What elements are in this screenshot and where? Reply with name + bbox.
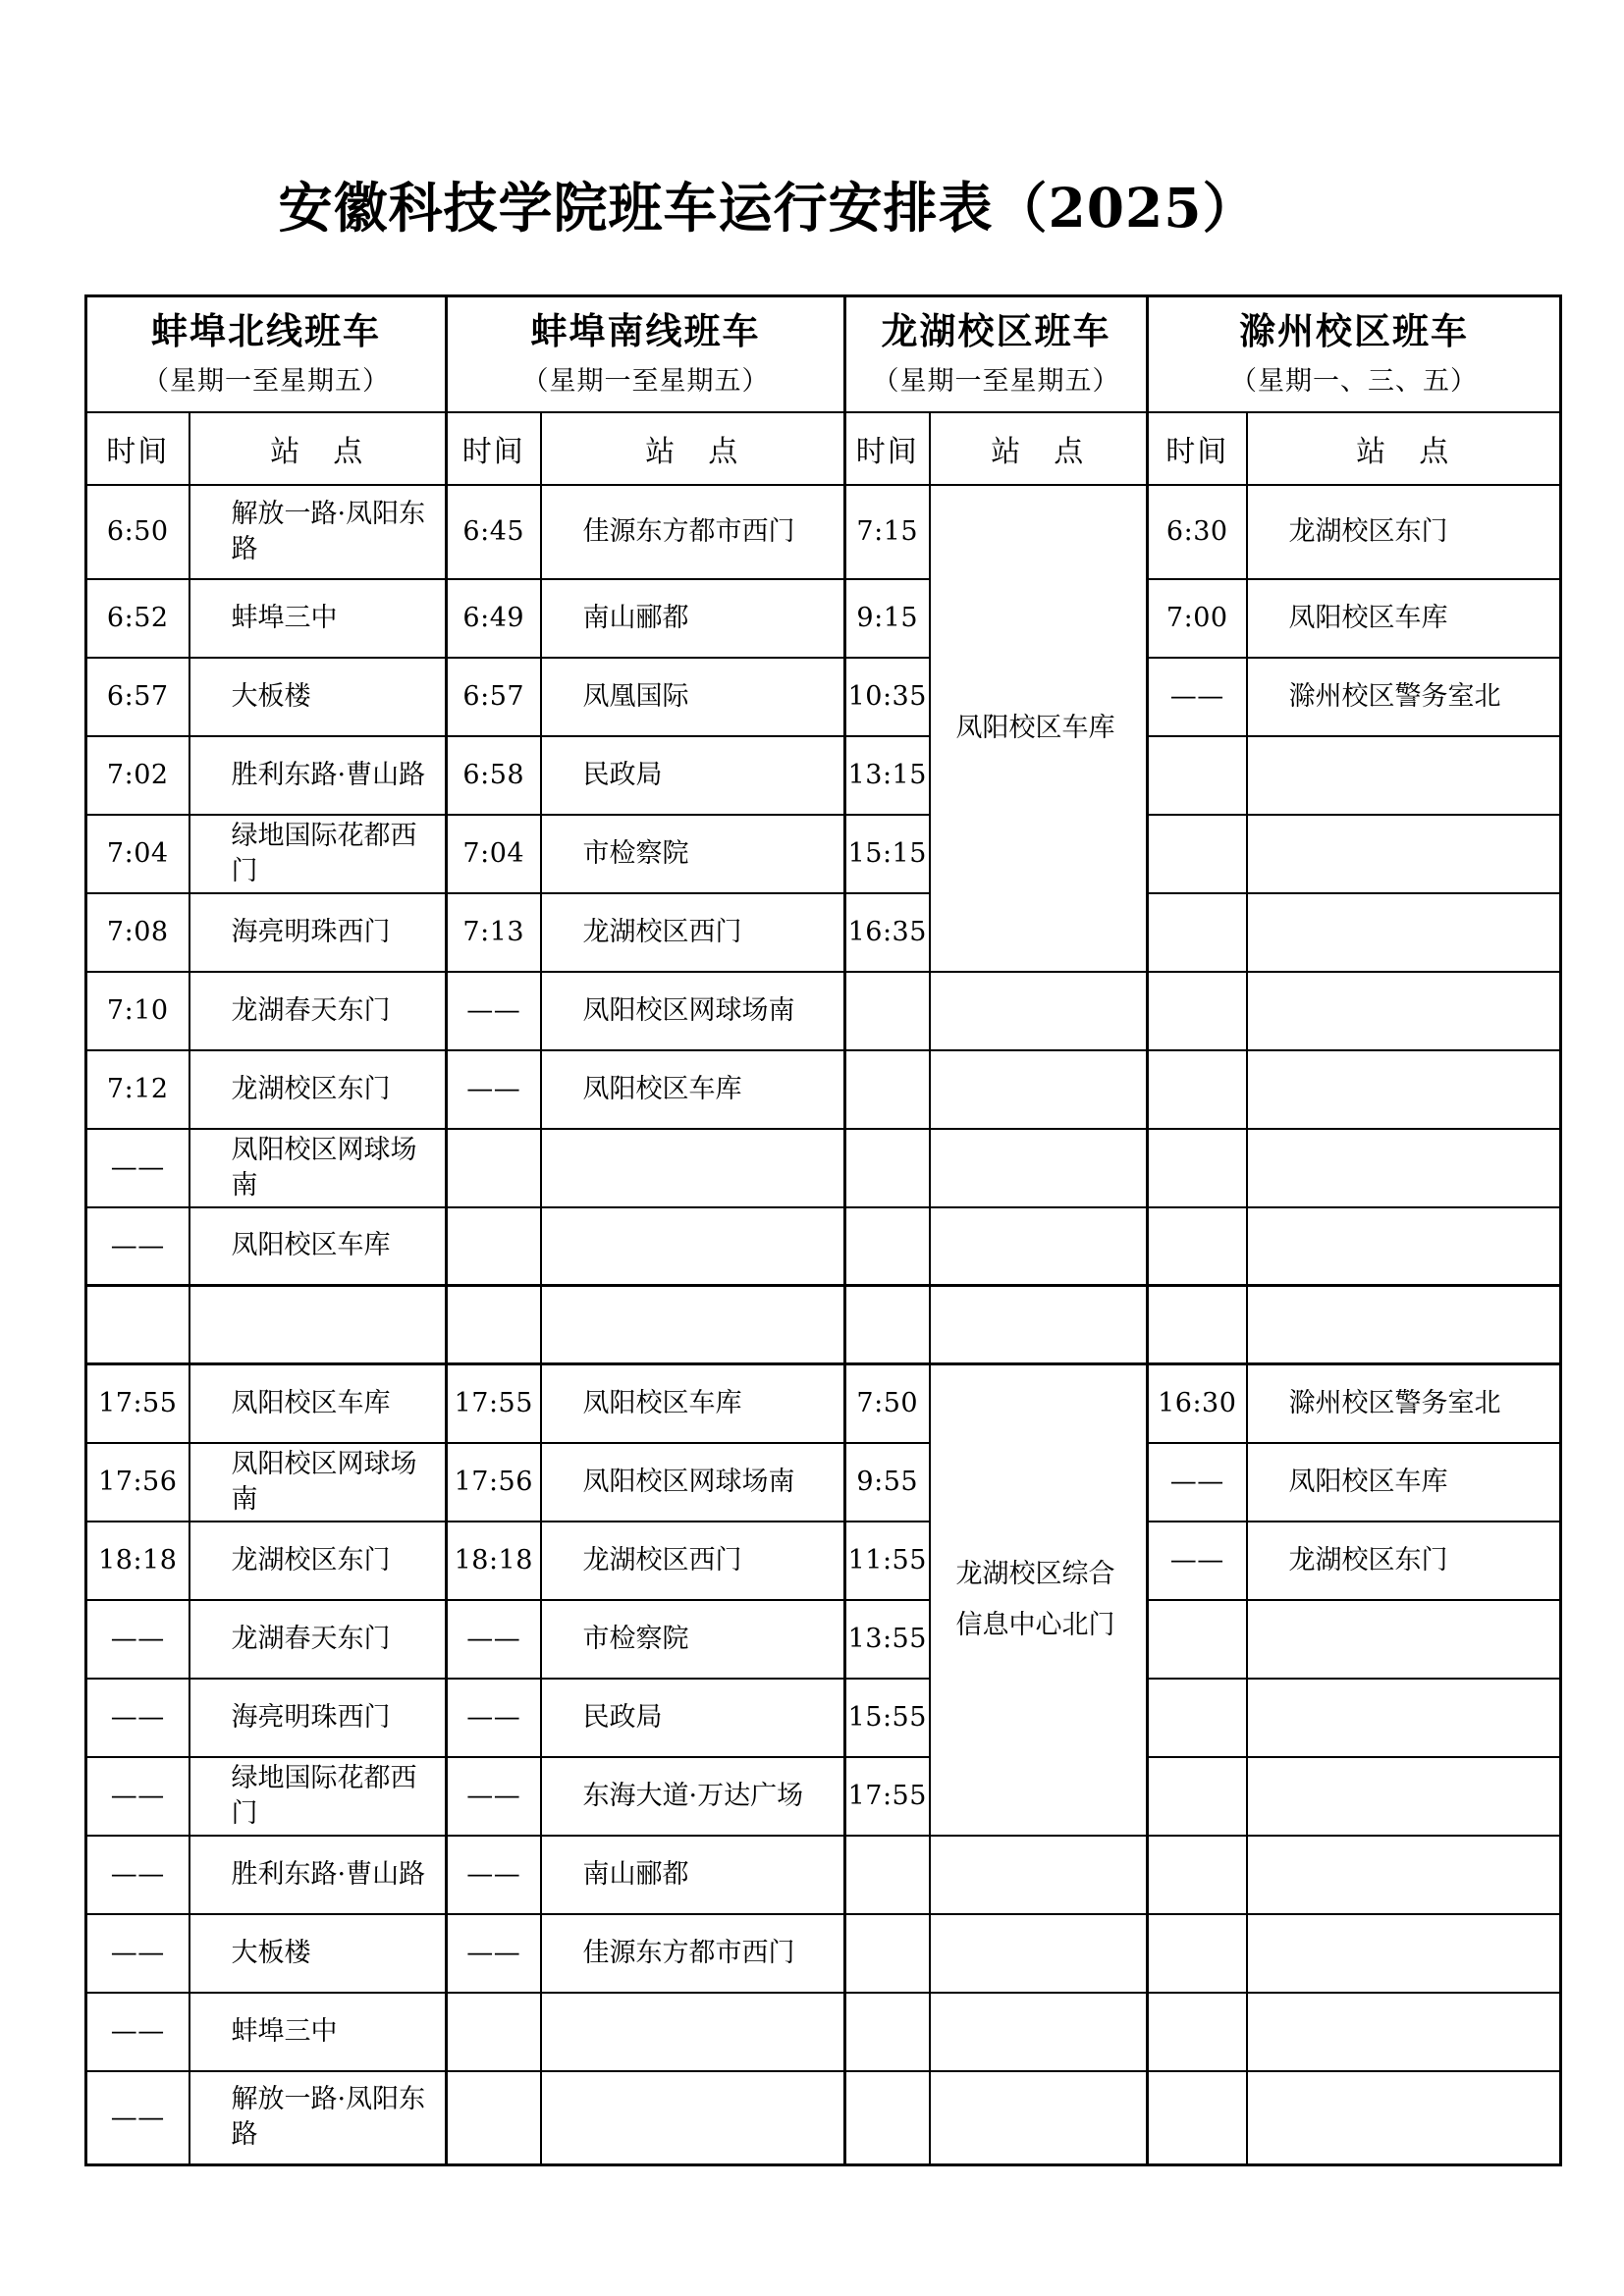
station-cell: 龙湖校区东门 bbox=[1247, 1522, 1561, 1600]
time-cell bbox=[1148, 972, 1247, 1050]
time-cell: 6:49 bbox=[447, 579, 541, 658]
station-cell bbox=[1247, 815, 1561, 893]
empty-cell bbox=[86, 1286, 189, 1364]
station-cell: 大板楼 bbox=[189, 658, 447, 736]
time-cell: 15:55 bbox=[845, 1679, 930, 1757]
station-cell bbox=[1247, 1757, 1561, 1836]
time-cell: 7:00 bbox=[1148, 579, 1247, 658]
time-cell bbox=[1148, 1679, 1247, 1757]
time-cell: —— bbox=[447, 1757, 541, 1836]
schedule-row bbox=[86, 1050, 1561, 1129]
time-cell bbox=[1148, 815, 1247, 893]
time-cell bbox=[447, 2071, 541, 2165]
time-cell: 7:13 bbox=[447, 893, 541, 972]
time-cell: —— bbox=[1148, 1443, 1247, 1522]
time-cell bbox=[1148, 1836, 1247, 1914]
time-cell: 18:18 bbox=[86, 1522, 189, 1600]
schedule-row bbox=[86, 1679, 1561, 1757]
time-header: 时间 bbox=[447, 412, 541, 485]
time-cell bbox=[1148, 1129, 1247, 1207]
time-cell bbox=[845, 1207, 930, 1286]
station-cell bbox=[1247, 1050, 1561, 1129]
time-cell: 7:50 bbox=[845, 1364, 930, 1443]
time-cell bbox=[447, 1129, 541, 1207]
station-cell: 民政局 bbox=[541, 1679, 845, 1757]
time-cell: 7:15 bbox=[845, 485, 930, 579]
time-cell: 16:35 bbox=[845, 893, 930, 972]
station-cell bbox=[930, 1129, 1148, 1207]
time-cell: 17:56 bbox=[447, 1443, 541, 1522]
group-header-north bbox=[86, 296, 447, 412]
time-cell: 13:55 bbox=[845, 1600, 930, 1679]
station-cell bbox=[1247, 1679, 1561, 1757]
station-cell: 滁州校区警务室北 bbox=[1247, 658, 1561, 736]
time-cell: 7:10 bbox=[86, 972, 189, 1050]
station-cell: 绿地国际花都西门 bbox=[189, 1757, 447, 1836]
station-cell bbox=[930, 972, 1148, 1050]
station-cell: 龙湖校区东门 bbox=[189, 1050, 447, 1129]
time-cell bbox=[845, 1129, 930, 1207]
station-cell: 海亮明珠西门 bbox=[189, 1679, 447, 1757]
schedule-row bbox=[86, 1993, 1561, 2071]
time-cell: —— bbox=[86, 1129, 189, 1207]
group-header-row bbox=[86, 296, 1561, 412]
station-header: 站 点 bbox=[189, 412, 447, 485]
time-cell: 17:55 bbox=[447, 1364, 541, 1443]
station-cell bbox=[930, 1993, 1148, 2071]
time-cell: 9:55 bbox=[845, 1443, 930, 1522]
group-name: 蚌埠北线班车 bbox=[151, 309, 381, 353]
time-cell bbox=[1148, 1914, 1247, 1993]
group-days: （星期一、三、五） bbox=[1230, 366, 1478, 398]
time-cell: —— bbox=[86, 1207, 189, 1286]
group-days: （星期一至星期五） bbox=[142, 366, 390, 398]
station-cell: 龙湖校区西门 bbox=[541, 893, 845, 972]
station-cell: 凤阳校区车库 bbox=[1247, 579, 1561, 658]
schedule-row bbox=[86, 1364, 1561, 1443]
time-cell: 11:55 bbox=[845, 1522, 930, 1600]
time-header: 时间 bbox=[86, 412, 189, 485]
station-cell bbox=[1247, 893, 1561, 972]
time-cell: 15:15 bbox=[845, 815, 930, 893]
time-cell bbox=[845, 2071, 930, 2165]
station-cell: 龙湖校区东门 bbox=[189, 1522, 447, 1600]
station-cell: 凤阳校区车库 bbox=[189, 1364, 447, 1443]
station-cell bbox=[930, 1914, 1148, 1993]
station-cell bbox=[1247, 1600, 1561, 1679]
station-cell bbox=[541, 1129, 845, 1207]
time-cell bbox=[845, 1914, 930, 1993]
time-cell bbox=[845, 1836, 930, 1914]
station-cell bbox=[541, 1993, 845, 2071]
station-cell: 胜利东路·曹山路 bbox=[189, 736, 447, 815]
merged-station-cell: 龙湖校区综合信息中心北门 bbox=[930, 1364, 1148, 1836]
station-cell: 市检察院 bbox=[541, 1600, 845, 1679]
schedule-row bbox=[86, 815, 1561, 893]
time-cell: —— bbox=[86, 1757, 189, 1836]
station-cell: 大板楼 bbox=[189, 1914, 447, 1993]
time-cell bbox=[1148, 2071, 1247, 2165]
schedule-row bbox=[86, 1600, 1561, 1679]
schedule-row bbox=[86, 1129, 1561, 1207]
empty-cell bbox=[541, 1286, 845, 1364]
station-cell: 解放一路·凤阳东路 bbox=[189, 2071, 447, 2165]
station-cell bbox=[1247, 972, 1561, 1050]
time-cell: —— bbox=[86, 1600, 189, 1679]
time-cell: —— bbox=[447, 1600, 541, 1679]
station-header: 站 点 bbox=[1247, 412, 1561, 485]
time-cell: 9:15 bbox=[845, 579, 930, 658]
empty-cell bbox=[447, 1286, 541, 1364]
group-header-longhu bbox=[845, 296, 1148, 412]
station-cell: 龙湖春天东门 bbox=[189, 1600, 447, 1679]
time-cell bbox=[845, 972, 930, 1050]
time-cell: 16:30 bbox=[1148, 1364, 1247, 1443]
group-days: （星期一至星期五） bbox=[521, 366, 770, 398]
station-cell bbox=[930, 1836, 1148, 1914]
empty-cell bbox=[189, 1286, 447, 1364]
group-name: 滁州校区班车 bbox=[1239, 309, 1469, 353]
station-cell: 东海大道·万达广场 bbox=[541, 1757, 845, 1836]
bus-schedule-table bbox=[84, 294, 1562, 2166]
station-cell: 龙湖春天东门 bbox=[189, 972, 447, 1050]
time-cell bbox=[845, 1993, 930, 2071]
station-cell: 民政局 bbox=[541, 736, 845, 815]
station-cell: 龙湖校区东门 bbox=[1247, 485, 1561, 579]
time-cell bbox=[447, 1207, 541, 1286]
time-cell: 6:50 bbox=[86, 485, 189, 579]
station-cell: 解放一路·凤阳东路 bbox=[189, 485, 447, 579]
time-cell: 6:30 bbox=[1148, 485, 1247, 579]
time-cell: —— bbox=[86, 1914, 189, 1993]
station-cell: 龙湖校区西门 bbox=[541, 1522, 845, 1600]
station-cell: 蚌埠三中 bbox=[189, 579, 447, 658]
time-cell: —— bbox=[86, 1993, 189, 2071]
station-cell: 佳源东方都市西门 bbox=[541, 1914, 845, 1993]
schedule-row bbox=[86, 485, 1561, 579]
empty-cell bbox=[930, 1286, 1148, 1364]
station-cell: 凤阳校区网球场南 bbox=[189, 1443, 447, 1522]
group-days: （星期一至星期五） bbox=[872, 366, 1120, 398]
station-cell: 凤阳校区车库 bbox=[1247, 1443, 1561, 1522]
station-cell bbox=[1247, 1914, 1561, 1993]
time-cell bbox=[1148, 1757, 1247, 1836]
group-header-south bbox=[447, 296, 845, 412]
schedule-row bbox=[86, 2071, 1561, 2165]
time-cell: 6:45 bbox=[447, 485, 541, 579]
time-cell: 6:57 bbox=[86, 658, 189, 736]
time-cell: 7:08 bbox=[86, 893, 189, 972]
time-cell: 7:12 bbox=[86, 1050, 189, 1129]
station-cell: 凤阳校区车库 bbox=[541, 1050, 845, 1129]
station-cell bbox=[1247, 1836, 1561, 1914]
time-cell: —— bbox=[447, 1914, 541, 1993]
page-title: 安徽科技学院班车运行安排表（2025） bbox=[278, 176, 1258, 240]
station-cell: 海亮明珠西门 bbox=[189, 893, 447, 972]
time-cell: —— bbox=[447, 1050, 541, 1129]
group-name: 龙湖校区班车 bbox=[881, 309, 1111, 353]
group-name: 蚌埠南线班车 bbox=[530, 309, 761, 353]
time-cell: —— bbox=[447, 1836, 541, 1914]
station-cell bbox=[1247, 1993, 1561, 2071]
time-cell: —— bbox=[1148, 1522, 1247, 1600]
empty-cell bbox=[845, 1286, 930, 1364]
empty-cell bbox=[1247, 1286, 1561, 1364]
column-header-row bbox=[86, 412, 1561, 485]
schedule-row bbox=[86, 579, 1561, 658]
merged-station-cell: 凤阳校区车库 bbox=[930, 485, 1148, 972]
schedule-row bbox=[86, 893, 1561, 972]
station-cell bbox=[930, 2071, 1148, 2165]
station-cell bbox=[541, 1207, 845, 1286]
time-cell: —— bbox=[86, 2071, 189, 2165]
time-cell bbox=[447, 1993, 541, 2071]
schedule-row bbox=[86, 1522, 1561, 1600]
schedule-row bbox=[86, 1443, 1561, 1522]
station-header: 站 点 bbox=[541, 412, 845, 485]
station-cell: 凤阳校区车库 bbox=[541, 1364, 845, 1443]
station-cell: 绿地国际花都西门 bbox=[189, 815, 447, 893]
schedule-row bbox=[86, 1757, 1561, 1836]
time-cell bbox=[1148, 1207, 1247, 1286]
station-cell: 南山郦都 bbox=[541, 1836, 845, 1914]
station-cell: 凤阳校区网球场南 bbox=[541, 972, 845, 1050]
station-header: 站 点 bbox=[930, 412, 1148, 485]
separator-row bbox=[86, 1286, 1561, 1364]
schedule-row bbox=[86, 736, 1561, 815]
time-cell bbox=[1148, 1600, 1247, 1679]
time-cell bbox=[845, 1050, 930, 1129]
station-cell: 佳源东方都市西门 bbox=[541, 485, 845, 579]
station-cell: 蚌埠三中 bbox=[189, 1993, 447, 2071]
station-cell bbox=[541, 2071, 845, 2165]
station-cell: 凤阳校区网球场南 bbox=[189, 1129, 447, 1207]
time-cell: 13:15 bbox=[845, 736, 930, 815]
station-cell bbox=[930, 1050, 1148, 1129]
time-cell: 17:55 bbox=[86, 1364, 189, 1443]
station-cell: 市检察院 bbox=[541, 815, 845, 893]
time-cell: 7:02 bbox=[86, 736, 189, 815]
time-cell: 7:04 bbox=[86, 815, 189, 893]
time-cell bbox=[1148, 1993, 1247, 2071]
station-cell bbox=[1247, 1129, 1561, 1207]
time-cell: —— bbox=[86, 1836, 189, 1914]
time-cell: 17:55 bbox=[845, 1757, 930, 1836]
time-cell bbox=[1148, 1050, 1247, 1129]
station-cell: 凤阳校区车库 bbox=[189, 1207, 447, 1286]
schedule-row bbox=[86, 972, 1561, 1050]
station-cell: 南山郦都 bbox=[541, 579, 845, 658]
time-cell: 17:56 bbox=[86, 1443, 189, 1522]
schedule-row bbox=[86, 1914, 1561, 1993]
station-cell: 胜利东路·曹山路 bbox=[189, 1836, 447, 1914]
station-cell: 凤阳校区网球场南 bbox=[541, 1443, 845, 1522]
time-cell: 6:57 bbox=[447, 658, 541, 736]
time-cell bbox=[1148, 736, 1247, 815]
time-cell: —— bbox=[86, 1679, 189, 1757]
station-cell bbox=[1247, 1207, 1561, 1286]
station-cell: 凤凰国际 bbox=[541, 658, 845, 736]
time-cell: 10:35 bbox=[845, 658, 930, 736]
station-cell bbox=[1247, 2071, 1561, 2165]
time-cell: 7:04 bbox=[447, 815, 541, 893]
time-cell: —— bbox=[1148, 658, 1247, 736]
station-cell bbox=[1247, 736, 1561, 815]
station-cell: 滁州校区警务室北 bbox=[1247, 1364, 1561, 1443]
time-header: 时间 bbox=[1148, 412, 1247, 485]
schedule-row bbox=[86, 1836, 1561, 1914]
time-cell bbox=[1148, 893, 1247, 972]
time-cell: 18:18 bbox=[447, 1522, 541, 1600]
group-header-chuzhou bbox=[1148, 296, 1561, 412]
station-cell bbox=[930, 1207, 1148, 1286]
time-cell: —— bbox=[447, 1679, 541, 1757]
time-cell: 6:52 bbox=[86, 579, 189, 658]
schedule-row bbox=[86, 1207, 1561, 1286]
time-cell: 6:58 bbox=[447, 736, 541, 815]
time-cell: —— bbox=[447, 972, 541, 1050]
schedule-row bbox=[86, 658, 1561, 736]
empty-cell bbox=[1148, 1286, 1247, 1364]
time-header: 时间 bbox=[845, 412, 930, 485]
